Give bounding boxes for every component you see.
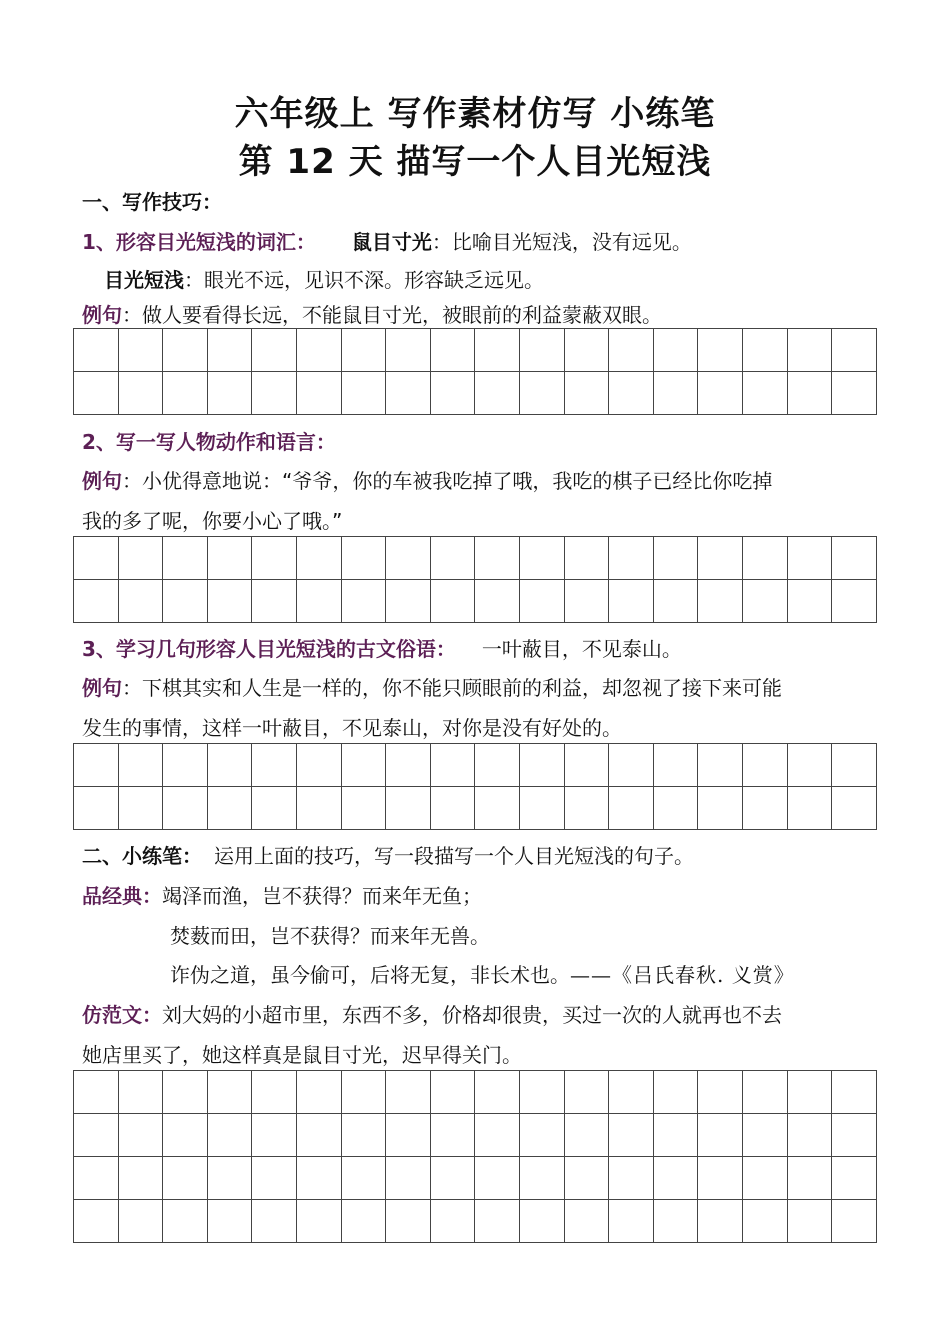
grid-cell[interactable] <box>341 1071 386 1114</box>
grid-cell[interactable] <box>609 372 654 415</box>
grid-cell[interactable] <box>698 372 743 415</box>
grid-cell[interactable] <box>698 1200 743 1243</box>
grid-cell[interactable] <box>475 744 520 787</box>
item1-def1: ：比喻目光短浅，没有远见。 <box>431 230 692 254</box>
grid-cell[interactable] <box>341 1157 386 1200</box>
grid-cell[interactable] <box>609 1114 654 1157</box>
grid-cell[interactable] <box>832 1200 877 1243</box>
model-text2: 她店里买了，她这样真是鼠目寸光，迟早得关门。 <box>82 1043 522 1067</box>
grid-row <box>74 372 877 415</box>
grid-cell[interactable] <box>564 1200 609 1243</box>
grid-cell[interactable] <box>475 372 520 415</box>
grid-cell[interactable] <box>163 580 208 623</box>
grid-cell[interactable] <box>475 1071 520 1114</box>
grid-cell[interactable] <box>742 1114 787 1157</box>
grid-cell[interactable] <box>430 1157 475 1200</box>
grid-cell[interactable] <box>653 744 698 787</box>
item1-word2: 目光短浅 <box>104 268 184 292</box>
grid-cell[interactable] <box>207 1157 252 1200</box>
grid-cell[interactable] <box>296 744 341 787</box>
grid-cell[interactable] <box>519 744 564 787</box>
model-text1: 刘大妈的小超市里，东西不多，价格却很贵，买过一次的人就再也不去 <box>162 1003 782 1027</box>
writing-grid-1[interactable] <box>73 328 877 415</box>
grid-cell[interactable] <box>430 1071 475 1114</box>
grid-cell[interactable] <box>163 787 208 830</box>
model-line1 <box>82 1001 782 1029</box>
grid-cell[interactable] <box>163 537 208 580</box>
classic-source: ——《吕氏春秋. 义赏》 <box>570 963 795 987</box>
grid-cell[interactable] <box>252 372 297 415</box>
grid-cell[interactable] <box>118 1157 163 1200</box>
grid-cell[interactable] <box>519 1114 564 1157</box>
grid-cell[interactable] <box>207 537 252 580</box>
grid-cell[interactable] <box>519 537 564 580</box>
grid-cell[interactable] <box>163 1157 208 1200</box>
grid-cell[interactable] <box>341 1114 386 1157</box>
grid-cell[interactable] <box>74 787 119 830</box>
grid-cell[interactable] <box>74 580 119 623</box>
grid-cell[interactable] <box>519 580 564 623</box>
grid-cell[interactable] <box>74 1114 119 1157</box>
item3-label: 3、学习几句形容人目光短浅的古文俗语： <box>82 637 456 661</box>
item2-example <box>82 467 772 495</box>
grid-cell[interactable] <box>742 580 787 623</box>
item2-example-line1: ：小优得意地说：“爷爷，你的车被我吃掉了哦，我吃的棋子已经比你吃掉 <box>122 469 773 493</box>
grid-cell[interactable] <box>698 787 743 830</box>
grid-cell[interactable] <box>742 537 787 580</box>
item1-example-label: 例句 <box>82 303 122 327</box>
grid-row <box>74 329 877 372</box>
grid-cell[interactable] <box>609 744 654 787</box>
grid-cell[interactable] <box>252 580 297 623</box>
grid-cell[interactable] <box>609 580 654 623</box>
writing-grid-3[interactable] <box>73 743 877 830</box>
grid-cell[interactable] <box>653 787 698 830</box>
grid-cell[interactable] <box>832 537 877 580</box>
grid-row <box>74 1200 877 1243</box>
grid-cell[interactable] <box>832 1071 877 1114</box>
grid-cell[interactable] <box>832 372 877 415</box>
classic-text2: 焚薮而田，岂不获得？而来年无兽。 <box>170 924 490 948</box>
grid-cell[interactable] <box>386 1200 431 1243</box>
grid-cell[interactable] <box>296 580 341 623</box>
grid-cell[interactable] <box>787 1114 832 1157</box>
grid-cell[interactable] <box>564 329 609 372</box>
grid-cell[interactable] <box>296 1157 341 1200</box>
grid-cell[interactable] <box>653 1114 698 1157</box>
grid-row <box>74 744 877 787</box>
grid-cell[interactable] <box>118 744 163 787</box>
classic-text1: 竭泽而渔，岂不获得？而来年无鱼； <box>162 884 482 908</box>
grid-cell[interactable] <box>430 787 475 830</box>
grid-cell[interactable] <box>163 1200 208 1243</box>
grid-cell[interactable] <box>742 329 787 372</box>
grid-cell[interactable] <box>74 1071 119 1114</box>
grid-cell[interactable] <box>341 372 386 415</box>
grid-cell[interactable] <box>430 744 475 787</box>
grid-cell[interactable] <box>207 744 252 787</box>
grid-cell[interactable] <box>296 1200 341 1243</box>
grid-cell[interactable] <box>74 537 119 580</box>
grid-cell[interactable] <box>519 329 564 372</box>
grid-cell[interactable] <box>698 1157 743 1200</box>
grid-cell[interactable] <box>609 329 654 372</box>
grid-cell[interactable] <box>475 329 520 372</box>
grid-cell[interactable] <box>787 372 832 415</box>
grid-cell[interactable] <box>252 787 297 830</box>
grid-cell[interactable] <box>386 1071 431 1114</box>
grid-cell[interactable] <box>475 787 520 830</box>
grid-cell[interactable] <box>341 787 386 830</box>
grid-cell[interactable] <box>742 744 787 787</box>
grid-cell[interactable] <box>341 537 386 580</box>
grid-cell[interactable] <box>163 1114 208 1157</box>
grid-cell[interactable] <box>207 1114 252 1157</box>
grid-cell[interactable] <box>341 580 386 623</box>
item3-saying: 一叶蔽目，不见泰山。 <box>481 637 682 661</box>
item1-example <box>82 301 662 329</box>
grid-cell[interactable] <box>163 372 208 415</box>
item1-label: 1、形容目光短浅的词汇： <box>82 230 316 254</box>
item1-line <box>82 228 692 256</box>
grid-cell[interactable] <box>252 537 297 580</box>
grid-cell[interactable] <box>519 372 564 415</box>
grid-cell[interactable] <box>386 1157 431 1200</box>
grid-row <box>74 1071 877 1114</box>
grid-row <box>74 1157 877 1200</box>
grid-cell[interactable] <box>787 1200 832 1243</box>
grid-cell[interactable] <box>609 1071 654 1114</box>
grid-cell[interactable] <box>386 580 431 623</box>
grid-cell[interactable] <box>742 787 787 830</box>
grid-cell[interactable] <box>564 1071 609 1114</box>
grid-cell[interactable] <box>564 744 609 787</box>
grid-cell[interactable] <box>698 329 743 372</box>
classic-label: 品经典： <box>82 884 162 908</box>
grid-cell[interactable] <box>564 787 609 830</box>
grid-cell[interactable] <box>519 787 564 830</box>
grid-cell[interactable] <box>118 1114 163 1157</box>
grid-cell[interactable] <box>653 372 698 415</box>
grid-cell[interactable] <box>74 1200 119 1243</box>
grid-cell[interactable] <box>207 787 252 830</box>
grid-cell[interactable] <box>207 372 252 415</box>
item3-example-line2: 发生的事情，这样一叶蔽目，不见泰山，对你是没有好处的。 <box>82 716 622 740</box>
grid-cell[interactable] <box>386 744 431 787</box>
grid-cell[interactable] <box>163 744 208 787</box>
grid-cell[interactable] <box>207 329 252 372</box>
grid-cell[interactable] <box>653 1200 698 1243</box>
item3-example <box>82 674 782 702</box>
grid-cell[interactable] <box>609 787 654 830</box>
grid-cell[interactable] <box>742 1071 787 1114</box>
grid-cell[interactable] <box>296 787 341 830</box>
item1-def2: ：眼光不远，见识不深。形容缺乏远见。 <box>184 268 544 292</box>
grid-cell[interactable] <box>787 744 832 787</box>
grid-cell[interactable] <box>74 372 119 415</box>
item3-line <box>82 635 682 663</box>
item1-word1: 鼠目寸光 <box>351 230 432 254</box>
classic-text3: 诈伪之道，虽今偷可，后将无复，非长术也。 <box>170 963 570 987</box>
item3-example-label: 例句 <box>82 676 122 700</box>
grid-row <box>74 1114 877 1157</box>
grid-cell[interactable] <box>742 372 787 415</box>
grid-cell[interactable] <box>386 372 431 415</box>
grid-cell[interactable] <box>475 1200 520 1243</box>
grid-cell[interactable] <box>519 1157 564 1200</box>
grid-cell[interactable] <box>386 1114 431 1157</box>
grid-cell[interactable] <box>118 372 163 415</box>
grid-cell[interactable] <box>698 537 743 580</box>
grid-cell[interactable] <box>296 329 341 372</box>
grid-cell[interactable] <box>207 1200 252 1243</box>
grid-cell[interactable] <box>118 329 163 372</box>
grid-cell[interactable] <box>296 372 341 415</box>
grid-cell[interactable] <box>118 787 163 830</box>
worksheet-subtitle: 第 12 天 描写一个人目光短浅 <box>238 142 712 182</box>
grid-cell[interactable] <box>653 537 698 580</box>
grid-cell[interactable] <box>252 1071 297 1114</box>
grid-cell[interactable] <box>698 1114 743 1157</box>
grid-cell[interactable] <box>832 1157 877 1200</box>
grid-cell[interactable] <box>653 329 698 372</box>
grid-cell[interactable] <box>341 1200 386 1243</box>
grid-cell[interactable] <box>252 1200 297 1243</box>
grid-cell[interactable] <box>430 329 475 372</box>
grid-cell[interactable] <box>787 1071 832 1114</box>
grid-cell[interactable] <box>74 744 119 787</box>
grid-cell[interactable] <box>832 580 877 623</box>
grid-cell[interactable] <box>252 1114 297 1157</box>
grid-cell[interactable] <box>564 537 609 580</box>
grid-cell[interactable] <box>475 1114 520 1157</box>
grid-cell[interactable] <box>74 329 119 372</box>
grid-cell[interactable] <box>163 329 208 372</box>
grid-cell[interactable] <box>787 1157 832 1200</box>
writing-grid-2[interactable] <box>73 536 877 623</box>
grid-cell[interactable] <box>252 329 297 372</box>
section2-line <box>82 842 694 870</box>
grid-cell[interactable] <box>698 1071 743 1114</box>
grid-cell[interactable] <box>430 1200 475 1243</box>
writing-grid-4[interactable] <box>73 1070 877 1243</box>
item2-example-label: 例句 <box>82 469 122 493</box>
grid-cell[interactable] <box>252 744 297 787</box>
item2-label: 2、写一写人物动作和语言： <box>82 430 336 454</box>
grid-cell[interactable] <box>252 1157 297 1200</box>
item3-example-line1: ：下棋其实和人生是一样的，你不能只顾眼前的利益，却忽视了接下来可能 <box>122 676 782 700</box>
grid-cell[interactable] <box>118 1071 163 1114</box>
grid-cell[interactable] <box>787 580 832 623</box>
grid-cell[interactable] <box>653 1157 698 1200</box>
grid-cell[interactable] <box>787 787 832 830</box>
grid-cell[interactable] <box>564 1114 609 1157</box>
grid-cell[interactable] <box>832 787 877 830</box>
grid-cell[interactable] <box>74 1157 119 1200</box>
grid-cell[interactable] <box>118 537 163 580</box>
grid-cell[interactable] <box>475 537 520 580</box>
grid-cell[interactable] <box>341 744 386 787</box>
grid-cell[interactable] <box>386 329 431 372</box>
grid-cell[interactable] <box>742 1157 787 1200</box>
grid-cell[interactable] <box>296 537 341 580</box>
grid-cell[interactable] <box>118 1200 163 1243</box>
grid-cell[interactable] <box>296 1071 341 1114</box>
grid-cell[interactable] <box>742 1200 787 1243</box>
grid-cell[interactable] <box>163 1071 208 1114</box>
grid-cell[interactable] <box>653 1071 698 1114</box>
grid-row <box>74 787 877 830</box>
item1-line2 <box>104 266 544 294</box>
grid-cell[interactable] <box>207 1071 252 1114</box>
grid-cell[interactable] <box>609 1157 654 1200</box>
grid-cell[interactable] <box>698 744 743 787</box>
grid-cell[interactable] <box>519 1200 564 1243</box>
grid-cell[interactable] <box>475 580 520 623</box>
grid-cell[interactable] <box>564 580 609 623</box>
grid-cell[interactable] <box>787 537 832 580</box>
grid-cell[interactable] <box>698 580 743 623</box>
grid-cell[interactable] <box>430 580 475 623</box>
grid-cell[interactable] <box>609 1200 654 1243</box>
grid-row <box>74 580 877 623</box>
grid-row <box>74 537 877 580</box>
section1-heading: 一、写作技巧： <box>82 190 222 214</box>
grid-cell[interactable] <box>430 1114 475 1157</box>
worksheet-title: 六年级上 写作素材仿写 小练笔 <box>234 94 716 134</box>
grid-cell[interactable] <box>430 372 475 415</box>
grid-cell[interactable] <box>519 1071 564 1114</box>
grid-cell[interactable] <box>564 372 609 415</box>
section2-instruction: 运用上面的技巧，写一段描写一个人目光短浅的句子。 <box>214 844 694 868</box>
grid-cell[interactable] <box>609 537 654 580</box>
grid-cell[interactable] <box>653 580 698 623</box>
item2-example-line2: 我的多了呢，你要小心了哦。” <box>82 509 343 533</box>
grid-cell[interactable] <box>207 580 252 623</box>
grid-cell[interactable] <box>564 1157 609 1200</box>
grid-cell[interactable] <box>475 1157 520 1200</box>
item1-example-text: ：做人要看得长远，不能鼠目寸光，被眼前的利益蒙蔽双眼。 <box>122 303 662 327</box>
grid-cell[interactable] <box>430 537 475 580</box>
classic-line1 <box>82 882 482 910</box>
grid-cell[interactable] <box>386 537 431 580</box>
grid-cell[interactable] <box>832 744 877 787</box>
grid-cell[interactable] <box>118 580 163 623</box>
grid-cell[interactable] <box>296 1114 341 1157</box>
section2-heading: 二、小练笔： <box>82 844 202 868</box>
grid-cell[interactable] <box>832 329 877 372</box>
grid-cell[interactable] <box>832 1114 877 1157</box>
grid-cell[interactable] <box>787 329 832 372</box>
model-label: 仿范文： <box>82 1003 162 1027</box>
grid-cell[interactable] <box>386 787 431 830</box>
classic-line3 <box>170 961 795 989</box>
grid-cell[interactable] <box>341 329 386 372</box>
